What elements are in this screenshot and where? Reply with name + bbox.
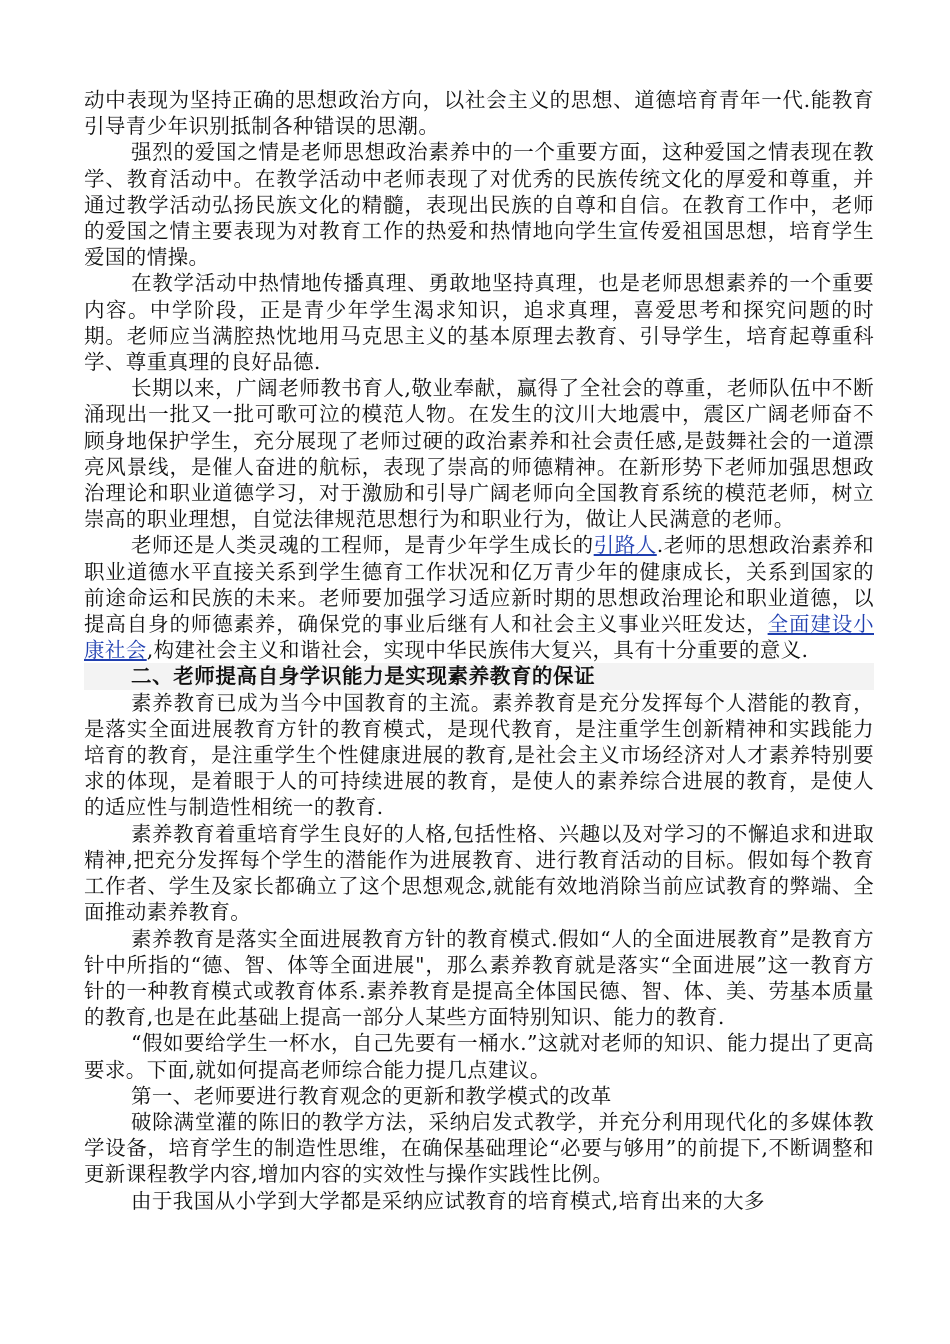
paragraph-5 [84,532,874,663]
paragraph-10: 第一、老师要进行教育观念的更新和教学模式的改革 [131,1083,612,1108]
paragraph-8: 素养教育是落实全面进展教育方针的教育模式.假如“人的全面进展教育”是教育方针中所指的“德、智、体等全面进展"，那么素养教育就是落实“全面进展”这一教育方针的一种教育模式或教育体系.素养教育是提高全体国民德、智、体、美、劳基本质量的教育,也是在此基础上提高一部分人某些方面特别知识、能力的教育. [84,926,874,1030]
paragraph-11: 破除满堂灌的陈旧的教学方法，采纳启发式教学，并充分利用现代化的多媒体教学设备，培育学生的制造性思维，在确保基础理论“必要与够用”的前提下,不断调整和更新课程教学内容,增加内容的实效性与操作实践性比例。 [84,1109,874,1187]
section-heading: 二、老师提高自身学识能力是实现素养教育的保证 [84,663,874,689]
paragraph-12: 由于我国从小学到大学都是采纳应试教育的培育模式,培育出来的大多 [131,1188,765,1213]
link-xiaokang-shehui[interactable]: 全面建设小康社会 [84,612,874,663]
paragraph-4: 长期以来，广阔老师教书育人,敬业奉献，赢得了全社会的尊重，老师队伍中不断涌现出一批又一批可歌可泣的模范人物。在发生的汶川大地震中，震区广阔老师奋不顾身地保护学生，充分展现了老师过硬的政治素养和社会责任感,是鼓舞社会的一道漂亮风景线，是催人奋进的航标，表现了崇高的师德精神。在新形势下老师加强思想政治理论和职业道德学习，对于激励和引导广阔老师向全国教育系统的模范老师，树立崇高的职业理想，自觉法律规范思想行为和职业行为，做让人民满意的老师。 [84,376,874,532]
paragraph-2: 强烈的爱国之情是老师思想政治素养中的一个重要方面，这种爱国之情表现在教学、教育活动中。在教学活动中老师表现了对优秀的民族传统文化的厚爱和尊重，并通过教学活动弘扬民族文化的精髓，表现出民族的自尊和自信。在教育工作中，老师的爱国之情主要表现为对教育工作的热爱和热情地向学生宣传爱祖国思想，培育学生爱国的情操。 [84,140,874,270]
link-yinluren[interactable]: 引路人 [593,533,657,558]
paragraph-5-text-b: .老师的思想政治素养和职业道德水平直接关系到学生德育工作状况和亿万青少年的健康成长，关系到国家的前途命运和民族的未来。老师要加强学习适应新时期的思想政治理论和职业道德，以提高自身的师德素养，确保党的事业后继有人和社会主义事业兴旺发达， [84,533,874,637]
paragraph-1: 动中表现为坚持正确的思想政治方向，以社会主义的思想、道德培育青年一代.能教育引导青少年识别抵制各种错误的思潮。 [84,88,874,139]
paragraph-5-text-c: ,构建社会主义和谐社会，实现中华民族伟大复兴，具有十分重要的意义. [146,638,809,663]
paragraph-7: 素养教育着重培育学生良好的人格,包括性格、兴趣以及对学习的不懈追求和进取精神,把充分发挥每个学生的潜能作为进展教育、进行教育活动的目标。假如每个教育工作者、学生及家长都确立了这个思想观念,就能有效地消除当前应试教育的弊端、全面推动素养教育。 [84,821,874,925]
paragraph-3: 在教学活动中热情地传播真理、勇敢地坚持真理，也是老师思想素养的一个重要内容。中学阶段，正是青少年学生渴求知识，追求真理，喜爱思考和探究问题的时期。老师应当满腔热忱地用马克思主义的基本原理去教育、引导学生，培育起尊重科学、尊重真理的良好品德. [84,271,874,375]
paragraph-9: “假如要给学生一杯水，自己先要有一桶水.”这就对老师的知识、能力提出了更高要求。下面,就如何提高老师综合能力提几点建议。 [84,1031,874,1082]
paragraph-5-text-a: 老师还是人类灵魂的工程师，是青少年学生成长的 [131,533,594,558]
paragraph-6: 素养教育已成为当今中国教育的主流。素养教育是充分发挥每个人潜能的教育，是落实全面进展教育方针的教育模式，是现代教育，是注重学生创新精神和实践能力培育的教育，是注重学生个性健康进展的教育,是社会主义市场经济对人才素养特别要求的体现，是着眼于人的可持续进展的教育，是使人的素养综合进展的教育，是使人的适应性与制造性相统一的教育. [84,690,874,820]
document-page [84,87,874,1214]
